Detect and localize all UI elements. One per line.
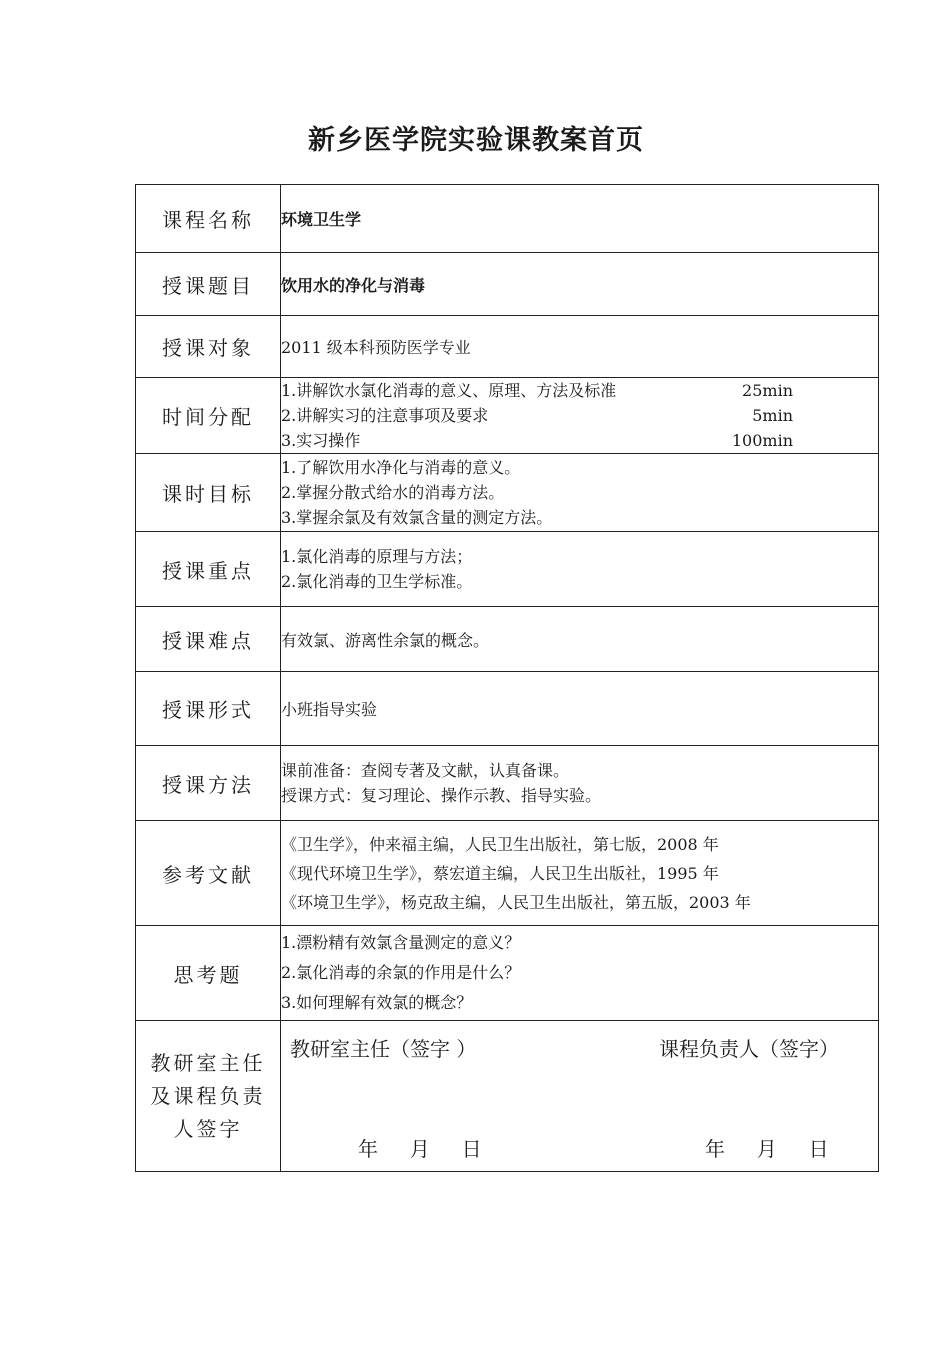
- row-method: [136, 746, 879, 821]
- row-form: [136, 672, 879, 746]
- label-difficulties: 授课难点: [136, 607, 281, 672]
- reference-line: 《环境卫生学》，杨克敌主编，人民卫生出版社，第五版，2003 年: [281, 892, 751, 912]
- time-item-text: 2.讲解实习的注意事项及要求: [281, 406, 489, 425]
- time-item-text: 3.实习操作: [281, 431, 361, 450]
- objective-line: 3.掌握余氯及有效氯含量的测定方法。: [281, 508, 553, 527]
- time-item: [281, 428, 793, 453]
- course-lead-signature-label: 课程负责人（签字）: [659, 1037, 839, 1061]
- label-audience: 授课对象: [136, 316, 281, 378]
- value-key-points: [281, 532, 879, 607]
- row-objectives: [136, 454, 879, 532]
- method-line: 课前准备：查阅专著及文献，认真备课。: [281, 761, 570, 780]
- value-audience: 2011 级本科预防医学专业: [281, 316, 879, 378]
- question-line: 3.如何理解有效氯的概念？: [281, 993, 473, 1012]
- lesson-plan-table: [135, 184, 879, 1172]
- director-signature-label: 教研室主任（签字 ）: [290, 1037, 477, 1061]
- value-signature: [281, 1021, 879, 1172]
- row-audience: [136, 316, 879, 378]
- label-references: 参考文献: [136, 821, 281, 926]
- row-topic: [136, 253, 879, 316]
- value-difficulties: 有效氯、游离性余氯的概念。: [281, 607, 879, 672]
- value-questions: [281, 926, 879, 1021]
- value-course-name: 环境卫生学: [281, 185, 879, 253]
- objective-line: 1.了解饮用水净化与消毒的意义。: [281, 458, 521, 477]
- row-signature: [136, 1021, 879, 1172]
- question-line: 2.氯化消毒的余氯的作用是什么？: [281, 963, 521, 982]
- page-title: 新乡医学院实验课教案首页: [308, 125, 644, 156]
- row-difficulties: [136, 607, 879, 672]
- row-references: [136, 821, 879, 926]
- label-objectives: 课时目标: [136, 454, 281, 532]
- director-signature-date: 年 月 日: [358, 1137, 482, 1161]
- time-item: [281, 378, 793, 403]
- row-questions: [136, 926, 879, 1021]
- time-item-minutes: 25min: [742, 381, 793, 400]
- signature-label-line: 及课程负责: [150, 1083, 266, 1108]
- time-item-text: 1.讲解饮水氯化消毒的意义、原理、方法及标准: [281, 381, 617, 400]
- label-form: 授课形式: [136, 672, 281, 746]
- key-point-line: 1.氯化消毒的原理与方法；: [281, 547, 473, 566]
- label-course-name: 课程名称: [136, 185, 281, 253]
- objective-line: 2.掌握分散式给水的消毒方法。: [281, 483, 505, 502]
- method-line: 授课方式：复习理论、操作示教、指导实验。: [281, 786, 602, 805]
- row-course-name: [136, 185, 879, 253]
- label-time: 时间分配: [136, 378, 281, 454]
- label-topic: 授课题目: [136, 253, 281, 316]
- value-form: 小班指导实验: [281, 672, 879, 746]
- signature-label-line: 教研室主任: [150, 1050, 266, 1075]
- value-topic: 饮用水的净化与消毒: [281, 253, 879, 316]
- question-line: 1.漂粉精有效氯含量测定的意义？: [281, 933, 521, 952]
- value-method: [281, 746, 879, 821]
- label-method: 授课方法: [136, 746, 281, 821]
- signature-label-line: 人签字: [173, 1116, 243, 1141]
- reference-line: 《卫生学》，仲来福主编，人民卫生出版社，第七版，2008 年: [281, 834, 719, 854]
- signature-area: [281, 1021, 878, 1171]
- row-time: [136, 378, 879, 454]
- value-references: [281, 821, 879, 926]
- time-item-minutes: 100min: [731, 431, 793, 450]
- label-questions: 思考题: [136, 926, 281, 1021]
- label-key-points: 授课重点: [136, 532, 281, 607]
- time-item: [281, 403, 793, 428]
- label-signature: [136, 1021, 281, 1172]
- key-point-line: 2.氯化消毒的卫生学标准。: [281, 572, 473, 591]
- value-time: [281, 378, 879, 454]
- row-key-points: [136, 532, 879, 607]
- value-objectives: [281, 454, 879, 532]
- course-lead-signature-date: 年 月 日: [705, 1137, 829, 1161]
- reference-line: 《现代环境卫生学》，蔡宏道主编，人民卫生出版社，1995 年: [281, 863, 719, 883]
- time-item-minutes: 5min: [752, 406, 793, 425]
